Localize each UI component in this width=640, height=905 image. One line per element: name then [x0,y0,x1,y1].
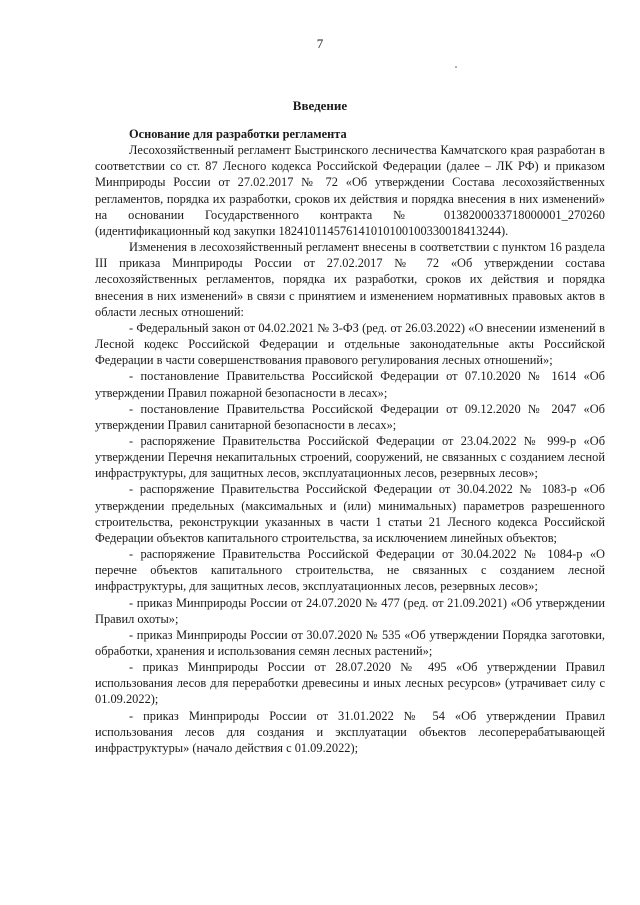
list-item: - распоряжение Правительства Российской Федерации от 30.04.2022 № 1083-р «Об утверждении предельных (максимальных и (или) минимальных) параметров разрешенного строительства, реконструкции указанных в части 1 статьи 21 Лесного кодекса Российской Федерации объектов капитального строительства, за исключением линейных объектов; [95,482,605,545]
page-number: 7 [316,36,324,51]
paragraph-changes: Изменения в лесохозяйственный регламент внесены в соответствии с пунктом 16 раздела III приказа Минприроды России от 27.02.2017 № 72 «Об утверждении состава лесохозяйственных регламентов, порядка их разработки, сроков их действия и порядка внесения в них изменений» в связи с принятием и изменением нормативных правовых актов в области лесных отношений: [95,240,605,319]
list-item: - постановление Правительства Российской Федерации от 09.12.2020 № 2047 «Об утверждении Правил санитарной безопасности в лесах»; [95,401,605,432]
list-item: - распоряжение Правительства Российской Федерации от 23.04.2022 № 999-р «Об утверждении Перечня некапитальных строений, сооружений, не связанных с созданием лесной инфраструктуры, для защитных лесов, эксплуатационных лесов, резервных лесов»; [95,433,605,481]
list-item: - постановление Правительства Российской Федерации от 07.10.2020 № 1614 «Об утверждении Правил пожарной безопасности в лесах»; [95,369,605,400]
document-body [95,126,605,756]
list-item: - приказ Минприроды России от 24.07.2020 № 477 (ред. от 21.09.2021) «Об утверждении Правил охоты»; [95,595,605,626]
list-item: - Федеральный закон от 04.02.2021 № 3-ФЗ (ред. от 26.03.2022) «О внесении изменений в Лесной кодекс Российской Федерации и отдельные законодательные акты Российской Федерации в части совершенствования правового регулирования лесных отношений»; [95,320,605,368]
list-item: - приказ Минприроды России от 31.01.2022 № 54 «Об утверждении Правил использования лесов для создания и эксплуатации объектов лесоперерабатывающей инфраструктуры» (начало действия с 01.09.2022); [95,708,605,755]
list-item: - приказ Минприроды России от 30.07.2020 № 535 «Об утверждении Порядка заготовки, обработки, хранения и использования семян лесных растений»; [95,627,605,658]
section-heading: Введение [292,98,348,113]
scan-speck [455,66,457,68]
paragraph-intro: Лесохозяйственный регламент Быстринского лесничества Камчатского края разработан в соответствии со ст. 87 Лесного кодекса Российской Федерации (далее – ЛК РФ) и приказом Минприроды России от 27.02.2017 № 72 «Об утверждении Состава лесохозяйственных регламентов, порядка их разработки, сроков их действия и порядка внесения в них изменений» на основании Государственного контракта № 0138200033718000001_270260 (идентификационный код закупки 182410114576141010100100330018413244). [95,143,605,238]
list-item: - распоряжение Правительства Российской Федерации от 30.04.2022 № 1084-р «О перечне объектов капитального строительства, не связанных с созданием лесной инфраструктуры, для защитных лесов, эксплуатационных лесов, резервных лесов»; [95,547,605,594]
subsection-heading: Основание для разработки регламента [129,127,347,141]
list-item: - приказ Минприроды России от 28.07.2020 № 495 «Об утверждении Правил использования лесов для переработки древесины и иных лесных ресурсов» (утрачивает силу с 01.09.2022); [95,660,605,707]
